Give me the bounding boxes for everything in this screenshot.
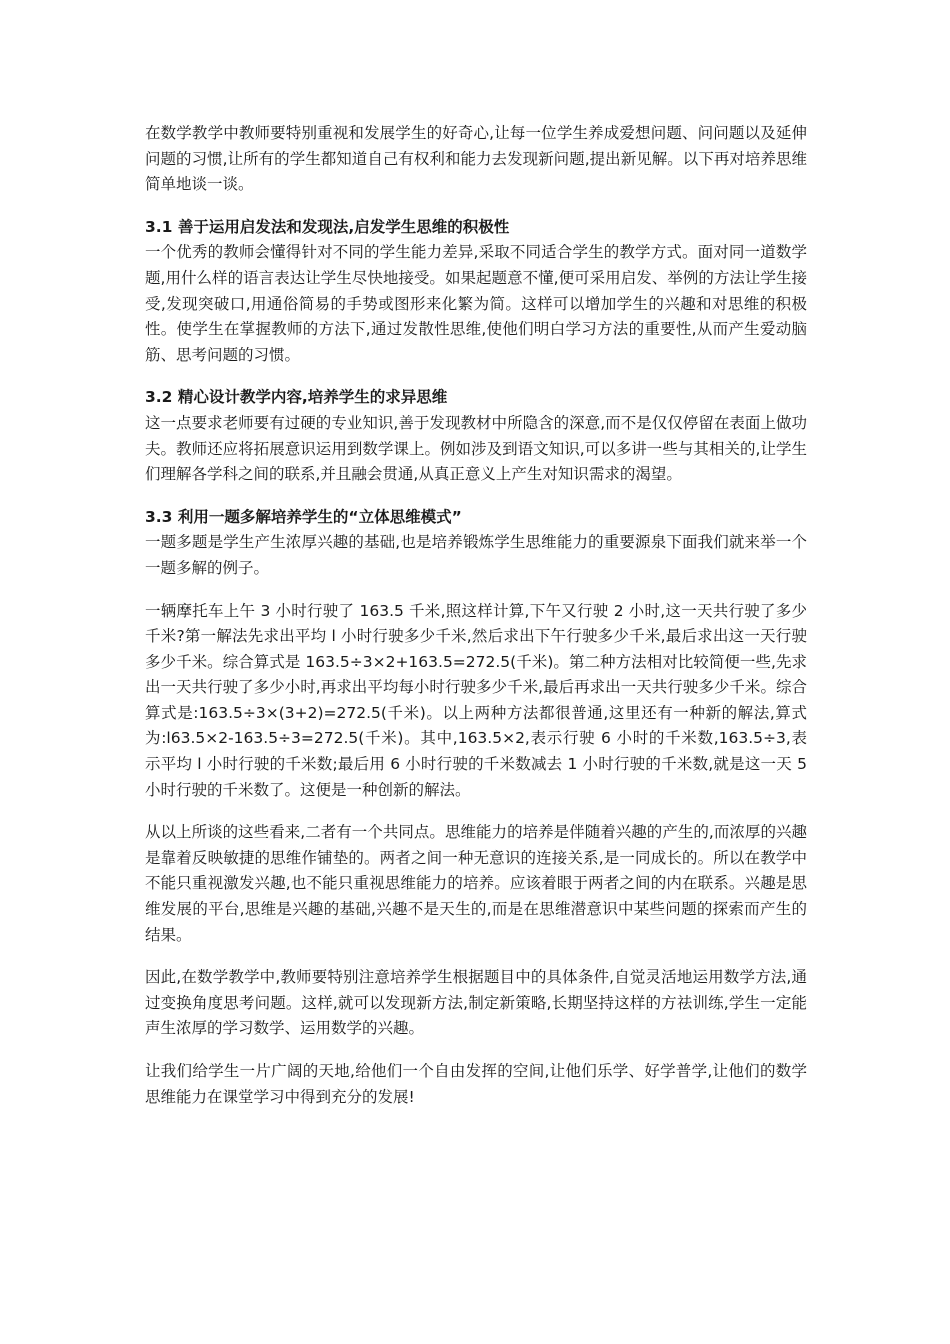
section-number: 3.3 xyxy=(145,507,173,526)
section-body-3-3: 一题多题是学生产生浓厚兴趣的基础,也是培养锻炼学生思维能力的重要源泉下面我们就来举一个一题多解的例子。 xyxy=(145,533,807,577)
section-heading-3-1 xyxy=(145,215,807,241)
document-body xyxy=(145,121,807,1110)
discussion-paragraph: 从以上所谈的这些看来,二者有一个共同点。思维能力的培养是伴随着兴趣的产生的,而浓厚的兴趣是靠着反映敏捷的思维作铺垫的。两者之间一种无意识的连接关系,是一同成长的。所以在教学中不能只重视激发兴趣,也不能只重视思维能力的培养。应该着眼于两者之间的内在联系。兴趣是思维发展的平台,思维是兴趣的基础,兴趣不是天生的,而是在思维潜意识中某些问题的探索而产生的结果。 xyxy=(145,823,807,944)
intro-paragraph: 在数学教学中教师要特别重视和发展学生的好奇心,让每一位学生养成爱想问题、问问题以及延伸问题的习惯,让所有的学生都知道自己有权利和能力去发现新问题,提出新见解。以下再对培养思维简单地谈一谈。 xyxy=(145,124,807,194)
conclusion-paragraph: 因此,在数学教学中,教师要特别注意培养学生根据题目中的具体条件,自觉灵活地运用数学方法,通过变换角度思考问题。这样,就可以发现新方法,制定新策略,长期坚持这样的方祛训练,学生一定能声生浓厚的学习数学、运用数学的兴趣。 xyxy=(145,968,807,1038)
section-heading-3-2 xyxy=(145,385,807,411)
section-body-3-1: 一个优秀的教师会懂得针对不同的学生能力差异,采取不同适合学生的教学方式。面对同一道数学题,用什么样的语言表达让学生尽快地接受。如果起题意不懂,便可采用启发、举例的方法让学生接受,发现突破口,用通俗简易的手势或图形来化繁为简。这样可以增加学生的兴趣和对思维的积极性。使学生在掌握教师的方法下,通过发散性思维,使他们明白学习方法的重要性,从而产生爱动脑筋、思考问题的习惯。 xyxy=(145,243,807,364)
section-heading-3-3 xyxy=(145,505,807,531)
section-number: 3.1 xyxy=(145,217,173,236)
section-number: 3.2 xyxy=(145,388,173,407)
section-title: 利用一题多解培养学生的“立体思维模式” xyxy=(177,507,462,526)
closing-paragraph: 让我们给学生一片广阔的天地,给他们一个自由发挥的空间,让他们乐学、好学普学,让他们的数学思维能力在课堂学习中得到充分的发展! xyxy=(145,1062,807,1106)
section-title: 善于运用启发法和发现法,启发学生思维的积极性 xyxy=(177,217,510,236)
section-body-3-2: 这一点要求老师要有过硬的专业知识,善于发现教材中所隐含的深意,而不是仅仅停留在表面上做功夫。教师还应将拓展意识运用到数学课上。例如涉及到语文知识,可以多讲一些与其相关的,让学生们理解各学科之间的联系,并且融会贯通,从真正意义上产生对知识需求的渴望。 xyxy=(145,413,807,484)
section-title: 精心设计教学内容,培养学生的求异思维 xyxy=(177,388,448,407)
example-paragraph: 一辆摩托车上午 3 小时行驶了 163.5 千米,照这样计算,下午又行驶 2 小时,这一天共行驶了多少千米?第一解法先求出平均 l 小时行驶多少千米,然后求出下午行驶多少千米,最后求出这一天行驶多少千米。综合算式是 163.5÷3×2+163.5=272.5(千米)。第二种方法相对比较简便一些,先求出一天共行驶了多少小时,再求出平均每小时行驶多少千米,最后再求出一天共行驶多少千米。综合算式是:163.5÷3×(3+2)=272.5(千米)。以上两种方法都很普通,这里还有一种新的解法,算式为:l63.5×2-163.5÷3=272.5(千米)。其中,163.5×2,表示行驶 6 小时的千米数,163.5÷3,表示平均 l 小时行驶的千米数;最后用 6 小时行驶的千米数减去 1 小时行驶的千米数,就是这一天 5 小时行驶的千米数了。这便是一种创新的解法。 xyxy=(145,601,807,799)
